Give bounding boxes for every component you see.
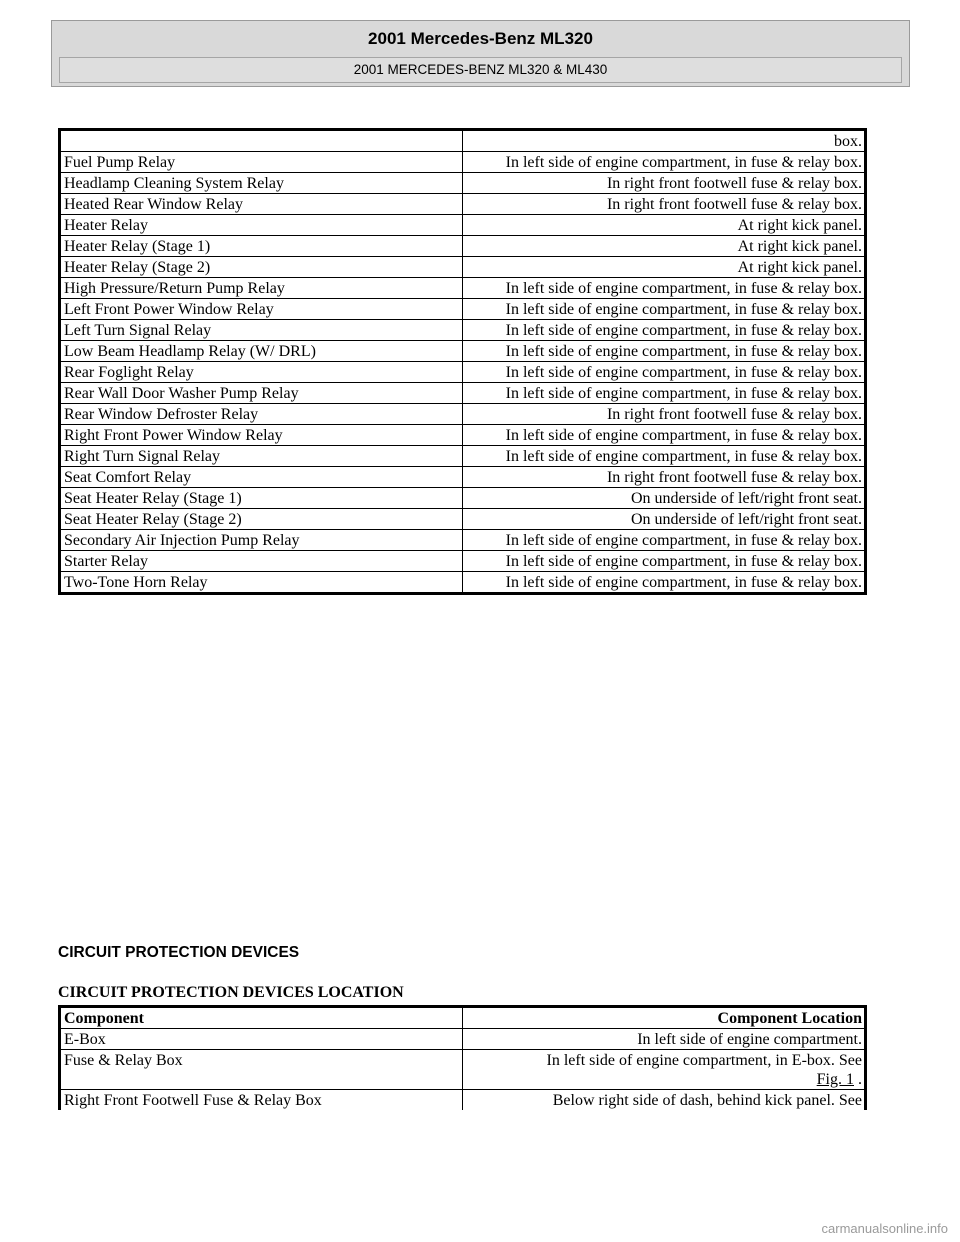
watermark: carmanualsonline.info <box>821 1221 948 1236</box>
relay-table-body <box>60 130 866 594</box>
component-cell: Seat Comfort Relay <box>60 467 463 488</box>
header-component: Component <box>60 1007 463 1029</box>
component-cell: Heater Relay <box>60 215 463 236</box>
component-cell: Heater Relay (Stage 2) <box>60 257 463 278</box>
location-cell: In left side of engine compartment, in fuse & relay box. <box>463 299 866 320</box>
location-cell: At right kick panel. <box>463 215 866 236</box>
component-cell: Rear Window Defroster Relay <box>60 404 463 425</box>
table-row <box>60 572 866 594</box>
location-cell: In right front footwell fuse & relay box. <box>463 194 866 215</box>
component-cell: Heater Relay (Stage 1) <box>60 236 463 257</box>
table-row <box>60 467 866 488</box>
location-cell: box. <box>463 130 866 152</box>
table-row <box>60 1090 866 1111</box>
location-cell: In right front footwell fuse & relay box. <box>463 404 866 425</box>
component-cell: Right Front Power Window Relay <box>60 425 463 446</box>
location-cell: In left side of engine compartment. <box>463 1029 866 1050</box>
component-cell: Fuse & Relay Box <box>60 1050 463 1090</box>
table-row <box>60 1050 866 1090</box>
table-row <box>60 530 866 551</box>
component-cell: Headlamp Cleaning System Relay <box>60 173 463 194</box>
table-row <box>60 383 866 404</box>
location-cell: In left side of engine compartment, in fuse & relay box. <box>463 530 866 551</box>
location-cell: On underside of left/right front seat. <box>463 509 866 530</box>
location-cell: At right kick panel. <box>463 236 866 257</box>
component-cell: Rear Foglight Relay <box>60 362 463 383</box>
section-heading: CIRCUIT PROTECTION DEVICES <box>58 944 300 961</box>
table-row <box>60 341 866 362</box>
component-cell: E-Box <box>60 1029 463 1050</box>
component-cell: Starter Relay <box>60 551 463 572</box>
location-cell: Below right side of dash, behind kick panel. See <box>463 1090 866 1111</box>
location-suffix: . <box>854 1071 862 1088</box>
location-cell: In left side of engine compartment, in fuse & relay box. <box>463 320 866 341</box>
component-cell: Low Beam Headlamp Relay (W/ DRL) <box>60 341 463 362</box>
location-cell: In left side of engine compartment, in fuse & relay box. <box>463 572 866 594</box>
component-cell: Left Turn Signal Relay <box>60 320 463 341</box>
header-location: Component Location <box>463 1007 866 1029</box>
table-row <box>60 299 866 320</box>
table-row <box>60 1029 866 1050</box>
table-row <box>60 320 866 341</box>
location-cell: In left side of engine compartment, in fuse & relay box. <box>463 362 866 383</box>
location-cell: At right kick panel. <box>463 257 866 278</box>
location-cell: In left side of engine compartment, in fuse & relay box. <box>463 341 866 362</box>
table-row <box>60 130 866 152</box>
location-cell: In left side of engine compartment, in fuse & relay box. <box>463 425 866 446</box>
table-row <box>60 404 866 425</box>
component-cell: Secondary Air Injection Pump Relay <box>60 530 463 551</box>
table-row <box>60 446 866 467</box>
location-cell: In right front footwell fuse & relay box. <box>463 467 866 488</box>
circuit-protection-table <box>58 1005 867 1110</box>
location-cell <box>463 1050 866 1090</box>
location-cell: In left side of engine compartment, in fuse & relay box. <box>463 278 866 299</box>
table-row <box>60 257 866 278</box>
component-cell: Right Turn Signal Relay <box>60 446 463 467</box>
location-text: In left side of engine compartment, in E-box. See <box>546 1052 862 1069</box>
table-row <box>60 215 866 236</box>
table-row <box>60 152 866 173</box>
location-cell: In right front footwell fuse & relay box. <box>463 173 866 194</box>
table-row <box>60 551 866 572</box>
header-subtitle: 2001 MERCEDES-BENZ ML320 & ML430 <box>59 57 902 83</box>
location-cell: In left side of engine compartment, in fuse & relay box. <box>463 446 866 467</box>
table-row <box>60 236 866 257</box>
table-header-row <box>60 1007 866 1029</box>
component-cell: Heated Rear Window Relay <box>60 194 463 215</box>
component-cell: Two-Tone Horn Relay <box>60 572 463 594</box>
figure-link[interactable]: Fig. 1 <box>816 1071 854 1088</box>
table-row <box>60 362 866 383</box>
location-cell: In left side of engine compartment, in fuse & relay box. <box>463 383 866 404</box>
table-row <box>60 173 866 194</box>
table-row <box>60 488 866 509</box>
component-cell <box>60 130 463 152</box>
component-cell: Left Front Power Window Relay <box>60 299 463 320</box>
table-row <box>60 194 866 215</box>
table-row <box>60 425 866 446</box>
table-caption: CIRCUIT PROTECTION DEVICES LOCATION <box>58 984 404 1001</box>
component-cell: Seat Heater Relay (Stage 1) <box>60 488 463 509</box>
component-cell: Fuel Pump Relay <box>60 152 463 173</box>
table-row <box>60 278 866 299</box>
location-cell: On underside of left/right front seat. <box>463 488 866 509</box>
component-cell: Rear Wall Door Washer Pump Relay <box>60 383 463 404</box>
table-row <box>60 509 866 530</box>
location-cell: In left side of engine compartment, in fuse & relay box. <box>463 152 866 173</box>
component-cell: Seat Heater Relay (Stage 2) <box>60 509 463 530</box>
component-cell: High Pressure/Return Pump Relay <box>60 278 463 299</box>
header-title: 2001 Mercedes-Benz ML320 <box>368 29 593 48</box>
location-cell: In left side of engine compartment, in fuse & relay box. <box>463 551 866 572</box>
relay-location-table <box>58 128 867 595</box>
component-cell: Right Front Footwell Fuse & Relay Box <box>60 1090 463 1111</box>
page-header <box>51 20 910 87</box>
